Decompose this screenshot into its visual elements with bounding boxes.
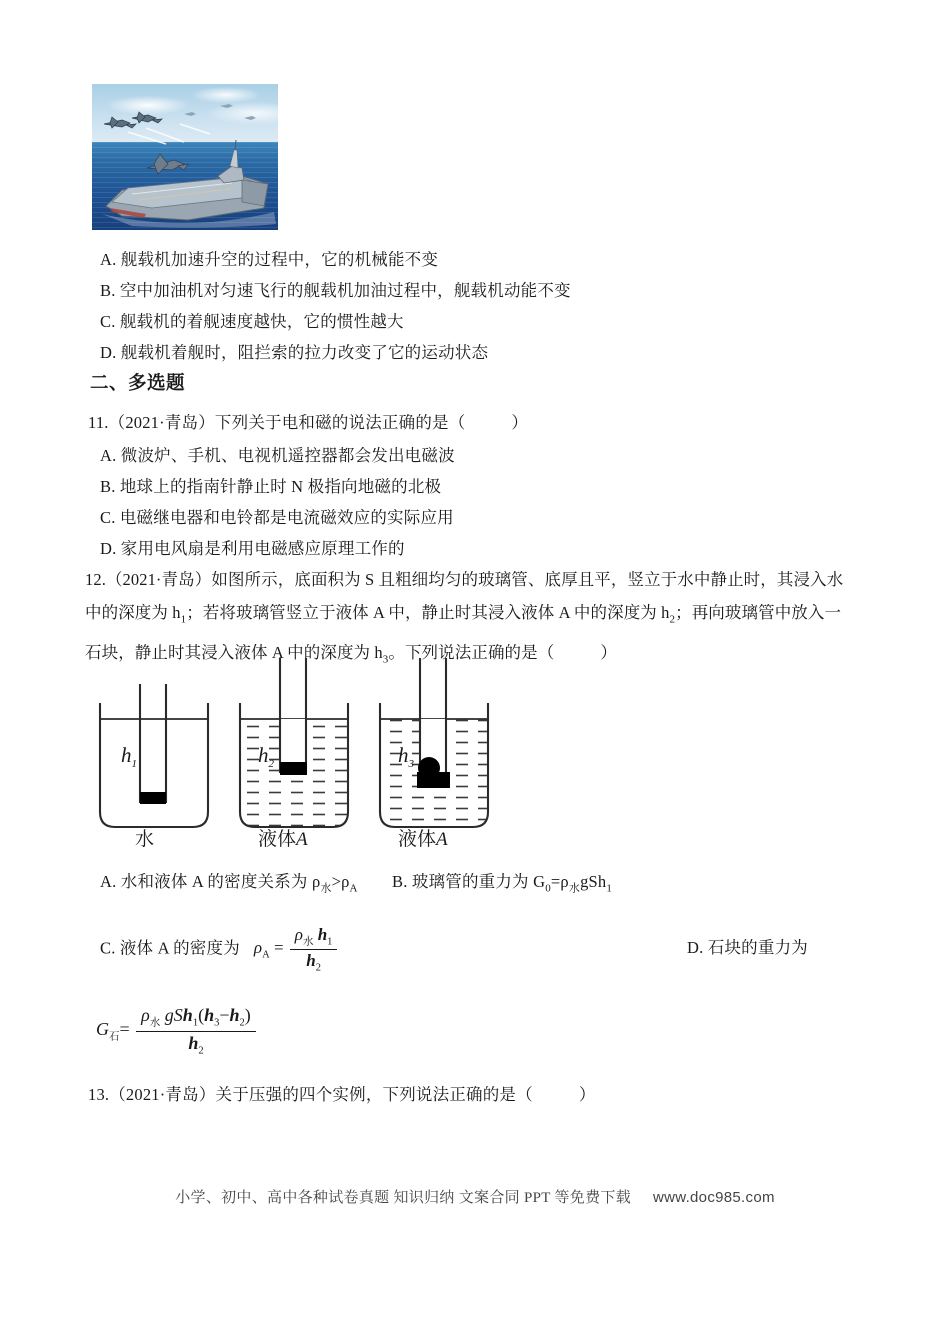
- q12-stem-line3c: ）: [600, 643, 617, 663]
- q12-option-c-label: C. 液体 A 的密度为: [100, 938, 240, 958]
- q12-stem-line3a: 石块，静止时其浸入液体 A 中的深度为 h: [85, 643, 383, 663]
- q12-option-d-label: D. 石块的重力为: [687, 938, 808, 957]
- q12-option-a-text: A. 水和液体 A 的密度关系为 ρ: [100, 872, 321, 891]
- rho-a-subscript: A: [262, 949, 270, 961]
- q13-source: （2021·青岛）: [109, 1085, 216, 1104]
- q12-h3-sub: 3: [382, 653, 389, 666]
- d-num-rho-sub: 水: [149, 1017, 161, 1029]
- g-stone-symbol: G: [96, 1018, 109, 1039]
- d-num-h3: h: [204, 1005, 215, 1025]
- equals-sign: =: [273, 938, 284, 958]
- q11-option-c: C. 电磁继电器和电铃都是电流磁效应的实际应用: [100, 508, 454, 527]
- q11-stem: [88, 407, 528, 438]
- beaker-a2-depth-label: $h_3$: [398, 743, 414, 770]
- fraction-rho-a: [290, 925, 338, 974]
- fraction-d-denominator: [136, 1032, 256, 1057]
- beaker-liquid-a-2: [378, 658, 490, 829]
- q11-option-d: D. 家用电风扇是利用电磁感应原理工作的: [100, 539, 405, 558]
- q11-option-a: A. 微波炉、手机、电视机遥控器都会发出电磁波: [100, 446, 455, 465]
- page-footer: [0, 1186, 950, 1207]
- beakers-svg: [92, 655, 532, 850]
- beaker-a2-liquid-label: 液体A: [398, 829, 448, 850]
- aircraft-carrier-photo: [92, 84, 278, 230]
- q12-option-c-formula: [253, 925, 340, 974]
- fraction-g-stone: [136, 1005, 256, 1056]
- q12-option-a: [100, 866, 358, 904]
- d-num-rho: ρ: [141, 1005, 150, 1025]
- q12-option-a-sub-water: 水: [320, 882, 332, 895]
- num-h-sub: 1: [327, 936, 333, 948]
- d-num-minus: −: [219, 1005, 230, 1025]
- q11-source: （2021·青岛）: [108, 413, 215, 432]
- q10-option-c: C. 舰载机的着舰速度越快，它的惯性越大: [100, 312, 404, 331]
- q12-stem-line2b: ；若将玻璃管竖立于液体 A 中，静止时其浸入液体 A 中的深度为 h: [186, 603, 670, 622]
- d-num-h2: h: [229, 1005, 240, 1025]
- g-stone-subscript: 石: [109, 1031, 120, 1043]
- d-den-h-sub: 2: [198, 1045, 204, 1057]
- q12-number: 12.: [85, 570, 106, 589]
- q12-option-b-sub-water: 水: [568, 882, 581, 895]
- d-num-h3-sub: 3: [214, 1017, 220, 1029]
- beaker-a1-depth-label: $h_2$: [258, 743, 274, 770]
- q11-stem-text: 下列关于电和磁的说法正确的是（: [214, 413, 466, 432]
- num-h: h: [317, 925, 328, 944]
- q12-stem-line1: 如图所示，底面积为 S 且粗细均匀的玻璃管、底厚且平，竖立于水中静止时，其浸入水: [211, 570, 844, 589]
- q12-option-a-sub-a: A: [349, 882, 358, 895]
- q11-stem-close: ）: [511, 413, 529, 432]
- q12-stem-line3b: 。下列说法正确的是（: [388, 643, 555, 663]
- q12-option-b-sub-zero: 0: [545, 882, 551, 895]
- q12-option-c: [100, 925, 339, 974]
- fraction-denominator: [290, 950, 338, 973]
- d-den-h: h: [188, 1032, 199, 1053]
- q12-option-a-mid: >ρ: [331, 872, 350, 891]
- d-num-gS: gS: [164, 1005, 183, 1025]
- q12-option-b: [392, 866, 612, 904]
- beaker-a1-liquid-label: 液体A: [258, 829, 308, 850]
- fraction-d-numerator: [136, 1005, 256, 1032]
- q10-option-a: A. 舰载机加速升空的过程中，它的机械能不变: [100, 250, 439, 269]
- q12-option-b-text: B. 玻璃管的重力为 G: [392, 872, 546, 891]
- beaker-water-depth-label: $h_1$: [121, 743, 137, 770]
- q12-stem-line2c: ；再向玻璃管中放入一: [675, 603, 842, 622]
- section-heading-multiple-choice: 二、多选题: [90, 372, 186, 393]
- d-num-h1: h: [182, 1005, 193, 1025]
- d-num-close-paren: ): [244, 1005, 251, 1025]
- q13-stem-close: ）: [578, 1085, 596, 1104]
- footer-text: 小学、初中、高中各种试卷真题 知识归纳 文案合同 PPT 等免费下载: [175, 1190, 631, 1206]
- q13-number: 13.: [88, 1085, 110, 1104]
- num-rho-sub: 水: [302, 936, 314, 948]
- q12-h1-sub: 1: [180, 613, 187, 626]
- d-num-open-paren: (: [198, 1005, 205, 1025]
- num-rho: ρ: [294, 925, 303, 944]
- fraction-numerator: [290, 925, 338, 950]
- q12-source: （2021·青岛）: [105, 570, 212, 589]
- equals-sign-d: =: [119, 1018, 130, 1039]
- carrier-illustration-svg: [92, 84, 278, 230]
- q10-option-b: B. 空中加油机对匀速飞行的舰载机加油过程中，舰载机动能不变: [100, 281, 571, 300]
- beaker-water-liquid-label: 水: [135, 829, 155, 850]
- q11-option-b: B. 地球上的指南针静止时 N 极指向地磁的北极: [100, 477, 442, 496]
- rho-a-symbol: ρ: [253, 938, 263, 958]
- q12-option-b-after: gSh: [580, 872, 607, 891]
- q13-stem-text: 关于压强的四个实例，下列说法正确的是（: [215, 1085, 533, 1104]
- q12-apparatus-diagram: [92, 655, 532, 850]
- d-num-h2-sub: 2: [239, 1017, 245, 1029]
- q12-stem-line2a: 中的深度为 h: [85, 603, 181, 622]
- q12-h2-sub: 2: [669, 613, 676, 626]
- beaker-liquid-a-1: [238, 658, 350, 829]
- q10-option-d: D. 舰载机着舰时，阻拦索的拉力改变了它的运动状态: [100, 343, 489, 362]
- d-num-h1-sub: 1: [192, 1017, 199, 1029]
- q11-number: 11.: [88, 413, 109, 432]
- q12-option-b-mid: =ρ: [550, 872, 569, 891]
- den-h-sub: 2: [315, 962, 321, 974]
- den-h: h: [306, 951, 316, 971]
- q12-option-d-formula: [96, 1005, 258, 1056]
- q12-option-b-sub-h1: 1: [606, 882, 613, 895]
- footer-website[interactable]: www.doc985.com: [653, 1189, 775, 1206]
- beaker-water: [100, 684, 208, 827]
- q13-stem: [88, 1079, 596, 1110]
